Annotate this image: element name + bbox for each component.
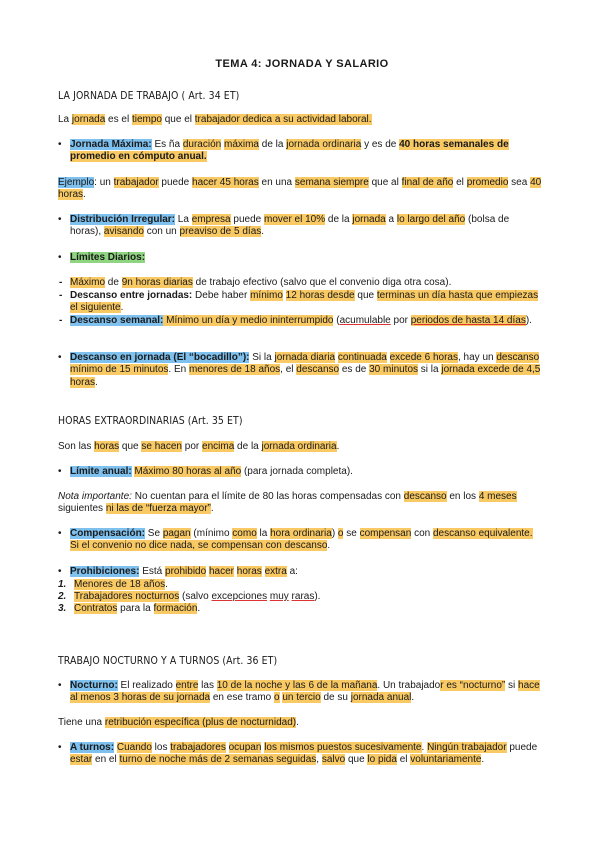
bullet-a-turnos: • A turnos: Cuando los trabajadores ocupan los mismos puestos sucesivamente. Ningún trabajador puede estar en el turno de noche más de 2 semanas seguidas, salvo que lo pida el voluntariamente. xyxy=(58,742,542,767)
section-heading-horas-extra: HORAS EXTRAORDINARIAS (Art. 35 ET) xyxy=(58,415,243,427)
page-title: TEMA 4: JORNADA Y SALARIO xyxy=(215,58,389,70)
paragraph-ejemplo: Ejemplo: un trabajador puede hacer 45 horas en una semana siempre que al final de año el promedio sea 40 horas. xyxy=(58,177,542,201)
bullet-jornada-maxima: • Jornada Máxima: Es ña duración máxima de la jornada ordinaria y es de 40 horas semanales de promedio en cómputo anual. xyxy=(58,139,542,164)
dash-descanso-jornadas: - Descanso entre jornadas: Debe haber mínimo 12 horas desde que terminas un día hasta que empiezas el siguiente. xyxy=(58,290,542,315)
dash-maximo-horas: - Máximo de 9n horas diarias de trabajo efectivo (salvo que el convenio diga otra cosa). xyxy=(58,277,542,289)
bullet-descanso-bocadillo: • Descanso en jornada (El “bocadillo”): Si la jornada diaria continuada excede 6 horas, hay un descanso mínimo de 15 minutos. En menores de 18 años, el descanso es de 30 minutos si la jornada excede de 4,5 horas. xyxy=(58,352,542,389)
bullet-limite-anual: • Límite anual: Máximo 80 horas al año (para jornada completa). xyxy=(58,466,542,478)
paragraph-retribucion: Tiene una retribución específica (plus de nocturnidad). xyxy=(58,717,299,728)
bullet-limites-diarios: • Límites Diarios: xyxy=(58,252,542,264)
bullet-prohibiciones: • Prohibiciones: Está prohibido hacer horas extra a: xyxy=(58,566,542,578)
bullet-distribucion-irregular: • Distribución Irregular: La empresa puede mover el 10% de la jornada a lo largo del año (bolsa de horas), avisando con un preaviso de 5 días. xyxy=(58,214,542,239)
bullet-nocturno: • Nocturno: El realizado entre las 10 de la noche y las 6 de la mañana. Un trabajador es “nocturno” si hace al menos 3 horas de su jornada en ese tramo o un tercio de su jornada anual. xyxy=(58,680,542,705)
section-heading-nocturno: TRABAJO NOCTURNO Y A TURNOS (Art. 36 ET) xyxy=(58,655,278,667)
list-item-contratos: 3. Contratos para la formación. xyxy=(58,603,201,614)
paragraph-horas-intro: Son las horas que se hacen por encima de la jornada ordinaria. xyxy=(58,441,340,452)
bullet-compensacion: • Compensación: Se pagan (mínimo como la hora ordinaria) o se compensan con descanso equivalente. Si el convenio no dice nada, se compensan con descanso. xyxy=(58,528,542,553)
dash-descanso-semanal: - Descanso semanal: Mínimo un día y medio ininterrumpido (acumulable por periodos de hasta 14 días). xyxy=(58,315,542,327)
paragraph-nota-importante: Nota importante: No cuentan para el límite de 80 las horas compensadas con descanso en los 4 meses siguientes ni las de “fuerza mayor”. xyxy=(58,491,517,515)
paragraph-jornada-intro: La jornada es el tiempo que el trabajador dedica a su actividad laboral. xyxy=(58,114,372,125)
section-heading-jornada: LA JORNADA DE TRABAJO ( Art. 34 ET) xyxy=(58,90,240,102)
list-item-nocturnos: 2. Trabajadores nocturnos (salvo excepciones muy raras). xyxy=(58,591,321,602)
list-item-menores: 1. Menores de 18 años. xyxy=(58,579,168,590)
